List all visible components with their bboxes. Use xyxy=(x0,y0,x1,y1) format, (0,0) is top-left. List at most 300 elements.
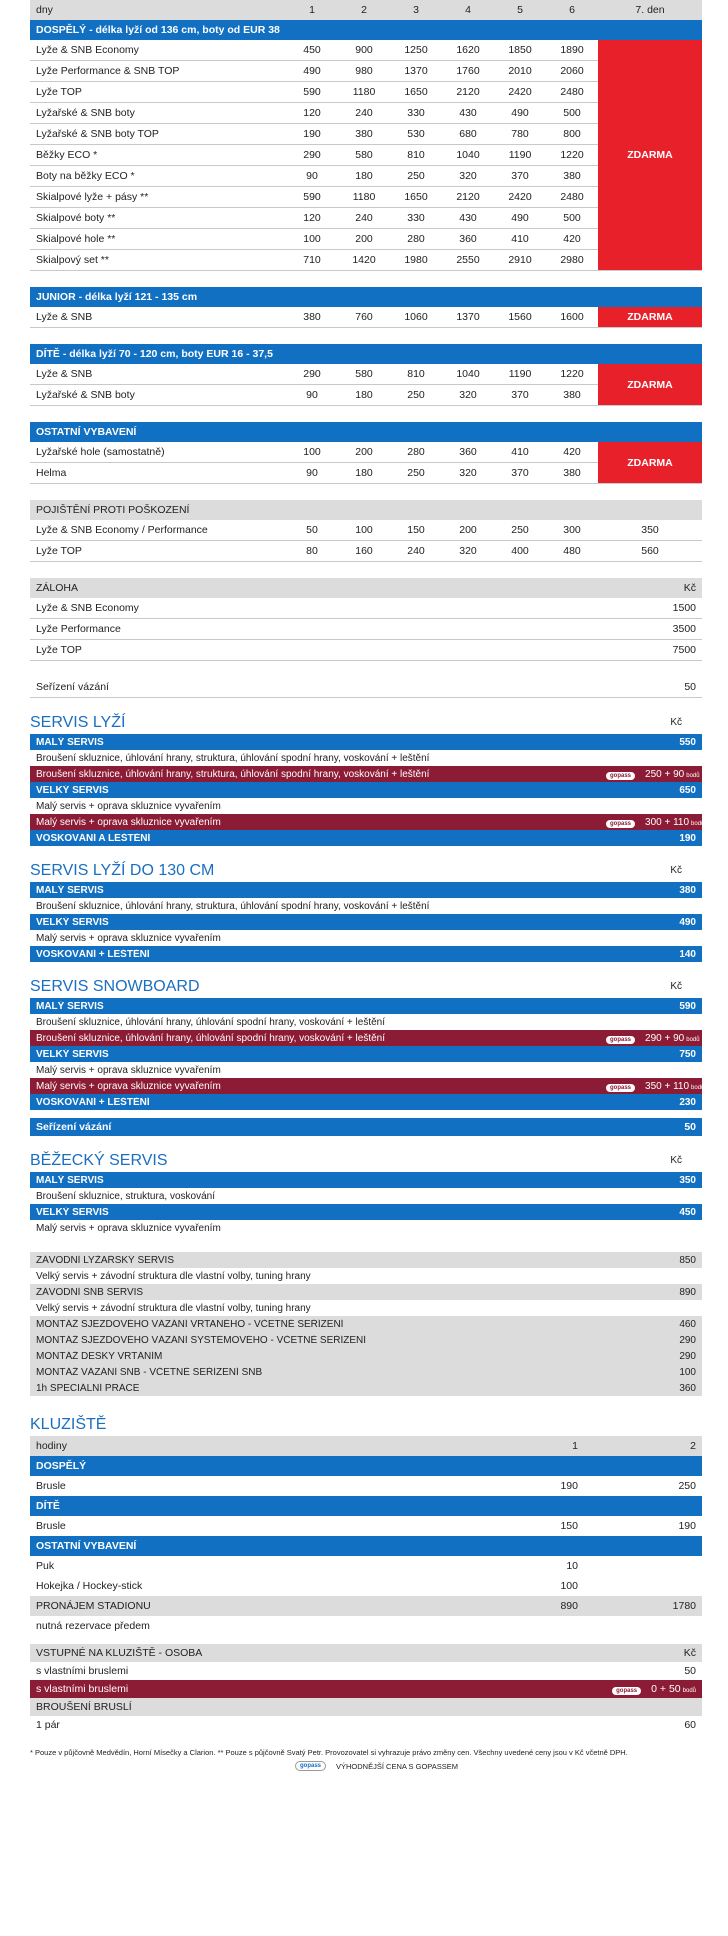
service-price xyxy=(606,816,705,828)
item-name: Hokejka / Hockey-stick xyxy=(36,1580,143,1592)
group-title-row xyxy=(30,287,702,307)
price-cell: 380 xyxy=(286,307,338,328)
price-value: 140 xyxy=(679,948,696,960)
rink-table xyxy=(30,1436,702,1636)
price-cell: 810 xyxy=(390,145,442,166)
item-name: Seřízení vázání xyxy=(30,677,598,698)
price-cell: 680 xyxy=(442,124,494,145)
service-row xyxy=(30,1062,702,1078)
service-row xyxy=(30,1662,702,1680)
service-row xyxy=(30,1204,702,1220)
service-price xyxy=(606,1121,696,1133)
service-label: Malý servis + oprava skluznice vyvařením xyxy=(36,1222,221,1234)
item-name: Lyže TOP xyxy=(30,541,286,562)
currency-label: Kč xyxy=(670,865,682,876)
price-cell: 450 xyxy=(286,40,338,61)
price-cell: 1620 xyxy=(442,40,494,61)
header-cell: 7. den xyxy=(598,0,702,20)
price-cell: 1370 xyxy=(442,307,494,328)
service-label: Broušení skluznice, struktura, voskování xyxy=(36,1190,215,1202)
header-cell: hodiny xyxy=(30,1436,470,1456)
price-cell: 7500 xyxy=(598,640,702,661)
item-name: Lyže & SNB xyxy=(30,364,286,385)
price-cell: 250 xyxy=(678,1480,696,1492)
service-price xyxy=(606,1049,696,1060)
service-label: Broušení skluznice, úhlování hrany, struktura, úhlování spodní hrany, voskování + leštění xyxy=(36,768,430,780)
service-price xyxy=(606,1647,696,1659)
footer-gopass xyxy=(295,1761,702,1771)
price-cell: 590 xyxy=(286,82,338,103)
service-row xyxy=(30,1680,702,1698)
service-label: Broušení skluznice, úhlování hrany, struktura, úhlování spodní hrany, voskování + leštění xyxy=(36,900,430,912)
price-cell: 1040 xyxy=(442,145,494,166)
gopass-logo: gopass xyxy=(612,1687,641,1695)
service-row xyxy=(30,1268,702,1284)
service-label: Velký servis + závodní struktura dle vlastní volby, tuning hrany xyxy=(36,1302,311,1314)
service-row xyxy=(30,1364,702,1380)
price-cell: 2480 xyxy=(546,82,598,103)
header-cell: 4 xyxy=(442,0,494,20)
price-cell: 420 xyxy=(546,229,598,250)
price-cell: 900 xyxy=(338,40,390,61)
service-price xyxy=(606,1665,696,1677)
service-row xyxy=(30,798,702,814)
price-cell: 200 xyxy=(442,520,494,541)
item-name: Lyže Performance & SNB TOP xyxy=(30,61,286,82)
price-cell: 400 xyxy=(494,541,546,562)
service-label: VOSKOVÁNÍ + LEŠTĚNÍ xyxy=(36,1096,150,1108)
price-value: 300 + 110 xyxy=(645,816,690,828)
item-name: OSTATNÍ VYBAVENÍ xyxy=(30,1536,470,1556)
header-cell: 1 xyxy=(470,1436,584,1456)
service-row xyxy=(30,1188,702,1204)
table-row xyxy=(30,1616,702,1636)
price-cell: 180 xyxy=(338,385,390,406)
price-value: 100 xyxy=(679,1366,696,1378)
table-row xyxy=(30,1536,702,1556)
price-cell: 2120 xyxy=(442,187,494,208)
price-cell: 2420 xyxy=(494,82,546,103)
price-cell: 2420 xyxy=(494,187,546,208)
price-cell: 80 xyxy=(286,541,338,562)
deposit-title: ZÁLOHA xyxy=(30,578,598,598)
price-value: 380 xyxy=(679,884,696,896)
header-cell: 1 xyxy=(286,0,338,20)
price-cell: 150 xyxy=(560,1520,578,1532)
service-label: MALÝ SERVIS xyxy=(36,884,104,896)
price-cell xyxy=(470,1456,584,1476)
price-value: 50 xyxy=(684,1121,696,1133)
service-section xyxy=(30,712,705,846)
table-row xyxy=(30,619,702,640)
service-row xyxy=(30,882,702,898)
service-row xyxy=(30,1644,702,1662)
item-name: Lyže & SNB Economy xyxy=(30,598,598,619)
price-value: Kč xyxy=(683,1647,696,1659)
service-price xyxy=(606,1719,696,1731)
table-row xyxy=(30,1596,702,1616)
spacer-row xyxy=(30,484,702,501)
service-label: Malý servis + oprava skluznice vyvařením xyxy=(36,1080,221,1092)
price-cell: 380 xyxy=(338,124,390,145)
table-row xyxy=(30,520,702,541)
item-name: Lyžařské & SNB boty xyxy=(30,103,286,124)
group-title: DÍTĚ - délka lyží 70 - 120 cm, boty EUR 16 - 37,5 xyxy=(30,344,702,364)
price-cell: 280 xyxy=(390,442,442,463)
group-title: DOSPĚLÝ - délka lyží od 136 cm, boty od EUR 38 xyxy=(30,20,702,40)
price-cell: 250 xyxy=(390,385,442,406)
price-cell: 1650 xyxy=(390,82,442,103)
service-label: VELKÝ SERVIS xyxy=(36,1048,109,1060)
spacer-row xyxy=(30,661,702,678)
price-cell xyxy=(584,1496,702,1516)
price-cell: 1060 xyxy=(390,307,442,328)
points-unit: bodů xyxy=(686,772,700,779)
service-row xyxy=(30,766,702,782)
service-row xyxy=(30,1220,702,1236)
price-value: 460 xyxy=(679,1318,696,1330)
section-title: SERVIS LYŽÍ DO 130 CM xyxy=(30,862,215,879)
service-row xyxy=(30,1332,702,1348)
service-label: 1 pár xyxy=(36,1719,60,1731)
price-cell: 240 xyxy=(390,541,442,562)
price-cell: 490 xyxy=(494,208,546,229)
gopass-text: VÝHODNĚJŠÍ CENA S GOPASSEM xyxy=(336,1761,458,1771)
item-name: DÍTĚ xyxy=(30,1496,470,1516)
service-section xyxy=(30,1150,702,1236)
service-label: MONTÁŽ VÁZÁNÍ SNB - VČETNĚ SEŘÍZENÍ SNB xyxy=(36,1366,263,1378)
price-cell xyxy=(584,1616,702,1636)
price-cell: 320 xyxy=(442,385,494,406)
spacer-row xyxy=(30,562,702,579)
service-label: MALÝ SERVIS xyxy=(36,1000,104,1012)
price-cell xyxy=(584,1576,702,1596)
service-price xyxy=(606,1335,696,1346)
service-label: BROUŠENÍ BRUSLÍ xyxy=(36,1701,132,1713)
service-row xyxy=(30,1030,702,1046)
service-price xyxy=(606,768,700,780)
currency-label: Kč xyxy=(598,578,702,598)
item-name: Lyže TOP xyxy=(30,640,598,661)
group-title: JUNIOR - délka lyží 121 - 135 cm xyxy=(30,287,702,307)
price-cell: 410 xyxy=(494,229,546,250)
price-cell: 410 xyxy=(494,442,546,463)
table-row xyxy=(30,364,702,385)
price-cell: 2120 xyxy=(442,82,494,103)
section-title: SERVIS LYŽÍ xyxy=(30,714,126,731)
price-cell: 1220 xyxy=(546,145,598,166)
price-value: 290 + 90 xyxy=(645,1032,685,1044)
service-row xyxy=(30,1118,702,1136)
service-row xyxy=(30,1348,702,1364)
price-cell: 100 xyxy=(560,1580,578,1592)
item-name: Lyže TOP xyxy=(30,82,286,103)
price-cell: 1560 xyxy=(494,307,546,328)
item-name: Lyže Performance xyxy=(30,619,598,640)
price-cell: 50 xyxy=(286,520,338,541)
service-row xyxy=(30,814,705,830)
section-title: BĚŽECKÝ SERVIS xyxy=(30,1152,168,1169)
gopass-logo: gopass xyxy=(606,1084,635,1092)
price-cell: 330 xyxy=(390,208,442,229)
section-heading xyxy=(30,712,702,734)
service-label: VELKÝ SERVIS xyxy=(36,784,109,796)
service-row xyxy=(30,1284,702,1300)
price-cell: 760 xyxy=(338,307,390,328)
price-cell: 380 xyxy=(546,385,598,406)
rink-header-row xyxy=(30,1436,702,1456)
table-row xyxy=(30,1516,702,1536)
price-cell: 580 xyxy=(338,145,390,166)
price-cell: 180 xyxy=(338,166,390,187)
price-cell: 360 xyxy=(442,229,494,250)
free-badge: ZDARMA xyxy=(598,442,702,484)
service-row xyxy=(30,1380,702,1396)
service-section xyxy=(30,860,702,962)
item-name: Brusle xyxy=(36,1480,66,1492)
deposit-title-row xyxy=(30,578,702,598)
points-unit: bodů xyxy=(682,1688,696,1694)
table-row xyxy=(30,40,702,61)
points-unit: bodů xyxy=(691,1084,705,1091)
price-cell: 100 xyxy=(286,229,338,250)
price-value: 350 xyxy=(679,1174,696,1186)
spacer-row xyxy=(30,328,702,345)
price-cell: 190 xyxy=(560,1480,578,1492)
service-label: Malý servis + oprava skluznice vyvařením xyxy=(36,816,221,828)
table-row xyxy=(30,442,702,463)
price-cell: 420 xyxy=(546,442,598,463)
service-label: Broušení skluznice, úhlování hrany, úhlování spodní hrany, voskování + leštění xyxy=(36,1032,386,1044)
special-services xyxy=(30,1236,702,1396)
service-row xyxy=(30,830,702,846)
price-cell: 380 xyxy=(546,463,598,484)
gopass-logo: gopass xyxy=(606,820,635,828)
price-cell: 380 xyxy=(546,166,598,187)
service-row xyxy=(30,946,702,962)
rental-header-row xyxy=(30,0,702,20)
insurance-title: POJIŠTĚNÍ PROTI POŠKOZENÍ xyxy=(30,500,702,520)
price-cell: 810 xyxy=(390,364,442,385)
price-cell: 190 xyxy=(678,1520,696,1532)
service-label: VELKÝ SERVIS xyxy=(36,1206,109,1218)
section-heading xyxy=(30,860,702,882)
price-cell: 890 xyxy=(470,1596,584,1616)
price-cell: 250 xyxy=(390,463,442,484)
service-label: 1h SPECIÁLNÍ PRÁCE xyxy=(36,1382,140,1394)
price-cell: 2980 xyxy=(546,250,598,271)
spacer xyxy=(30,1244,702,1252)
item-name: DOSPĚLÝ xyxy=(30,1456,470,1476)
table-row xyxy=(30,307,702,328)
price-cell: 430 xyxy=(442,208,494,229)
gopass-logo: gopass xyxy=(295,1761,326,1771)
price-cell: 1760 xyxy=(442,61,494,82)
price-cell: 2910 xyxy=(494,250,546,271)
price-cell xyxy=(584,1456,702,1476)
service-row xyxy=(30,898,702,914)
price-cell: 980 xyxy=(338,61,390,82)
price-cell xyxy=(470,1616,584,1636)
price-cell: 1040 xyxy=(442,364,494,385)
price-cell: 240 xyxy=(338,103,390,124)
service-row xyxy=(30,930,702,946)
service-price xyxy=(606,1032,700,1044)
group-title: OSTATNÍ VYBAVENÍ xyxy=(30,422,702,442)
price-cell: 370 xyxy=(494,463,546,484)
price-cell: 370 xyxy=(494,385,546,406)
service-label: MONTÁŽ SJEZDOVÉHO VÁZÁNÍ SYSTÉMOVÉHO - VČETNĚ SEŘÍZENÍ xyxy=(36,1334,367,1346)
service-row xyxy=(30,998,702,1014)
free-badge: ZDARMA xyxy=(598,307,702,328)
price-cell: 350 xyxy=(598,520,702,541)
price-value: 60 xyxy=(684,1719,696,1731)
price-cell: 2480 xyxy=(546,187,598,208)
table-row xyxy=(30,1496,702,1516)
price-value: 450 xyxy=(679,1206,696,1218)
price-cell: 370 xyxy=(494,166,546,187)
price-cell: 250 xyxy=(494,520,546,541)
price-value: 850 xyxy=(679,1254,696,1266)
service-price xyxy=(606,1207,696,1218)
price-cell xyxy=(470,1536,584,1556)
item-name: Skialpové lyže + pásy ** xyxy=(30,187,286,208)
price-value: 290 xyxy=(679,1334,696,1346)
header-cell: dny xyxy=(30,0,286,20)
price-value: 890 xyxy=(679,1286,696,1298)
binding-row xyxy=(30,677,702,698)
price-value: 360 xyxy=(679,1382,696,1394)
service-label: Malý servis + oprava skluznice vyvařením xyxy=(36,800,221,812)
price-cell: 10 xyxy=(566,1560,578,1572)
section-heading xyxy=(30,1150,702,1172)
gopass-logo: gopass xyxy=(606,1036,635,1044)
header-cell: 2 xyxy=(338,0,390,20)
table-row xyxy=(30,1456,702,1476)
price-cell: 100 xyxy=(338,520,390,541)
price-cell: 1370 xyxy=(390,61,442,82)
service-label: MONTÁŽ SJEZDOVÉHO VÁZÁNÍ VRTANÉHO - VČETNĚ SEŘÍZENÍ xyxy=(36,1318,344,1330)
price-cell: 1650 xyxy=(390,187,442,208)
spacer xyxy=(30,1236,702,1244)
price-cell: 330 xyxy=(390,103,442,124)
service-row xyxy=(30,1252,702,1268)
service-row xyxy=(30,1698,702,1716)
price-cell: 2550 xyxy=(442,250,494,271)
price-cell: 590 xyxy=(286,187,338,208)
price-value: 250 + 90 xyxy=(645,768,685,780)
price-cell: 1780 xyxy=(584,1596,702,1616)
item-name: Lyžařské & SNB boty TOP xyxy=(30,124,286,145)
service-row xyxy=(30,1300,702,1316)
price-value: 190 xyxy=(679,832,696,844)
price-cell: 300 xyxy=(546,520,598,541)
table-row xyxy=(30,640,702,661)
header-cell: 3 xyxy=(390,0,442,20)
header-cell: 5 xyxy=(494,0,546,20)
price-cell xyxy=(470,1496,584,1516)
price-cell: 2010 xyxy=(494,61,546,82)
item-name: Lyže & SNB Economy xyxy=(30,40,286,61)
service-label: ZÁVODNÍ SNB SERVIS xyxy=(36,1286,144,1298)
price-cell: 120 xyxy=(286,208,338,229)
price-cell: 180 xyxy=(338,463,390,484)
service-price xyxy=(606,1383,696,1394)
item-name: Helma xyxy=(30,463,286,484)
item-name: Skialpový set ** xyxy=(30,250,286,271)
table-row xyxy=(30,1576,702,1596)
service-label: s vlastními bruslemi xyxy=(36,1683,129,1695)
table-row xyxy=(30,1476,702,1496)
price-value: 290 xyxy=(679,1350,696,1362)
price-cell: 320 xyxy=(442,541,494,562)
service-label: Seřízení vázání xyxy=(36,1121,112,1133)
price-cell: 3500 xyxy=(598,619,702,640)
item-name: Skialpové boty ** xyxy=(30,208,286,229)
table-row xyxy=(30,541,702,562)
section-heading xyxy=(30,976,702,998)
price-cell: 90 xyxy=(286,166,338,187)
price-cell: 1220 xyxy=(546,364,598,385)
price-cell: 280 xyxy=(390,229,442,250)
price-cell: 150 xyxy=(390,520,442,541)
service-row xyxy=(30,750,702,766)
price-cell: 290 xyxy=(286,145,338,166)
price-cell: 1890 xyxy=(546,40,598,61)
price-cell: 800 xyxy=(546,124,598,145)
item-name: Brusle xyxy=(36,1520,66,1532)
item-name: PRONÁJEM STADIONU xyxy=(30,1596,470,1616)
service-price xyxy=(606,1001,696,1012)
item-name: nutná rezervace předem xyxy=(36,1620,150,1632)
free-badge: ZDARMA xyxy=(598,364,702,406)
spacer xyxy=(30,1110,702,1118)
service-row xyxy=(30,1172,702,1188)
service-price xyxy=(606,917,696,928)
service-price xyxy=(606,737,696,748)
price-cell: 1500 xyxy=(598,598,702,619)
free-badge: ZDARMA xyxy=(598,40,702,271)
item-name: Lyže & SNB Economy / Performance xyxy=(30,520,286,541)
price-cell: 500 xyxy=(546,208,598,229)
spacer-row xyxy=(30,271,702,288)
service-label: Broušení skluznice, úhlování hrany, struktura, úhlování spodní hrany, voskování + leštění xyxy=(36,752,430,764)
service-price xyxy=(606,1097,696,1108)
service-label: s vlastními bruslemi xyxy=(36,1665,129,1677)
price-cell: 490 xyxy=(286,61,338,82)
service-row xyxy=(30,1094,702,1110)
price-cell: 780 xyxy=(494,124,546,145)
points-unit: bodů xyxy=(686,1036,700,1043)
section-title: KLUZIŠTĚ xyxy=(30,1416,107,1433)
price-cell: 240 xyxy=(338,208,390,229)
price-cell: 200 xyxy=(338,229,390,250)
service-row xyxy=(30,782,702,798)
service-row xyxy=(30,1316,702,1332)
service-label: Broušení skluznice, úhlování hrany, úhlování spodní hrany, voskování + leštění xyxy=(36,1016,386,1028)
group-title-row xyxy=(30,20,702,40)
price-cell: 190 xyxy=(286,124,338,145)
price-cell: 580 xyxy=(338,364,390,385)
price-value: 750 xyxy=(679,1048,696,1060)
price-cell: 1180 xyxy=(338,82,390,103)
service-price xyxy=(606,1319,696,1330)
service-label: VOSKOVÁNÍ A LEŠTĚNÍ xyxy=(36,832,151,844)
price-list xyxy=(30,0,705,1771)
service-row xyxy=(30,1078,705,1094)
price-value: 550 xyxy=(679,736,696,748)
service-row xyxy=(30,1046,702,1062)
